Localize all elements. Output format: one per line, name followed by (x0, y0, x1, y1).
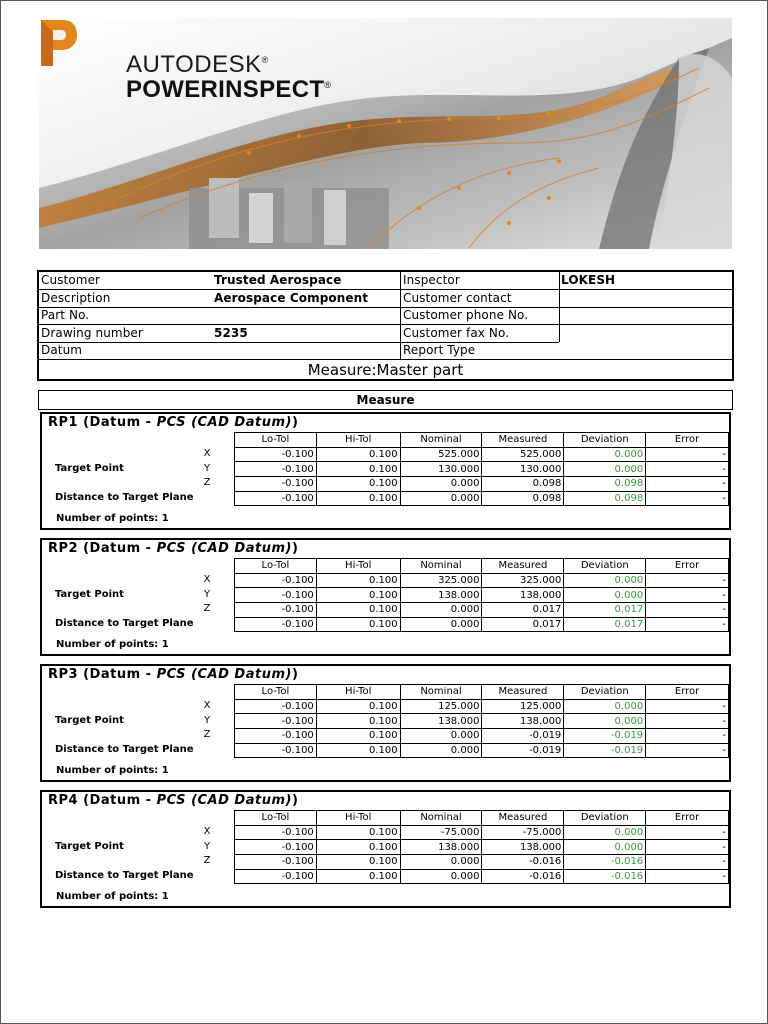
table-cell: 0.100 (316, 729, 400, 744)
table-row (235, 729, 729, 744)
target-point-label: Target Point (55, 589, 124, 600)
axis-label-x: X (203, 574, 211, 585)
report-type-label: Report Type (403, 343, 476, 357)
table-cell: -0.100 (235, 447, 317, 462)
target-point-label: Target Point (55, 715, 124, 726)
rp-datum-prefix: (Datum - (83, 415, 157, 430)
axis-label-z: Z (203, 729, 211, 740)
table-cell: -75.000 (482, 825, 564, 840)
table-cell: - (646, 603, 729, 618)
measurement-table (234, 684, 729, 758)
column-header: Measured (482, 559, 564, 574)
table-cell: -0.100 (235, 729, 317, 744)
rp-name: RP4 (48, 793, 84, 808)
column-header: Hi-Tol (316, 433, 400, 448)
distance-label: Distance to Target Plane (55, 618, 194, 629)
table-row (235, 869, 729, 884)
rp-name: RP1 (48, 415, 84, 430)
table-cell: - (646, 588, 729, 603)
column-header: Deviation (564, 685, 646, 700)
table-cell: -0.100 (235, 477, 317, 492)
table-cell: 125.000 (482, 699, 564, 714)
table-cell: 0.100 (316, 840, 400, 855)
table-cell: -0.016 (482, 869, 564, 884)
deviation-cell: 0.000 (564, 573, 646, 588)
rp-datum-suffix: ) (291, 541, 299, 556)
table-row (235, 491, 729, 506)
table-cell: -0.100 (235, 869, 317, 884)
target-point-label: Target Point (55, 841, 124, 852)
measurement-table (234, 558, 729, 632)
table-cell: 0.100 (316, 699, 400, 714)
table-cell: -0.100 (235, 699, 317, 714)
table-cell: -0.100 (235, 573, 317, 588)
rp-datum-name: PCS (CAD Datum) (156, 541, 292, 556)
table-header-row (235, 685, 729, 700)
table-cell: 138.000 (482, 840, 564, 855)
number-of-points: Number of points: 1 (56, 765, 169, 776)
rp-datum-prefix: (Datum - (83, 793, 157, 808)
distance-label: Distance to Target Plane (55, 492, 194, 503)
axis-label-x: X (203, 826, 211, 837)
table-cell: 0.100 (316, 617, 400, 632)
rp-name: RP2 (48, 541, 84, 556)
table-cell: 0.100 (316, 573, 400, 588)
table-cell: 0.100 (316, 869, 400, 884)
column-header: Lo-Tol (235, 433, 317, 448)
table-header-row (235, 433, 729, 448)
table-cell: - (646, 491, 729, 506)
customer-label: Customer (41, 273, 101, 287)
column-header: Measured (482, 811, 564, 826)
table-cell: -0.100 (235, 714, 317, 729)
deviation-cell: 0.098 (564, 477, 646, 492)
table-cell: - (646, 743, 729, 758)
column-header: Hi-Tol (316, 559, 400, 574)
rp-datum-name: PCS (CAD Datum) (156, 793, 292, 808)
deviation-cell: 0.000 (564, 699, 646, 714)
table-row (235, 477, 729, 492)
description-label: Description (41, 290, 111, 305)
rp-title (48, 793, 298, 808)
rp-title (48, 541, 298, 556)
table-cell: - (646, 869, 729, 884)
table-cell: -0.016 (482, 855, 564, 870)
deviation-cell: 0.000 (564, 714, 646, 729)
table-cell: 0.000 (400, 617, 482, 632)
table-cell: 0.100 (316, 825, 400, 840)
deviation-cell: 0.000 (564, 588, 646, 603)
table-row (235, 447, 729, 462)
customer-fax-label: Customer fax No. (403, 325, 510, 340)
axis-label-z: Z (203, 855, 211, 866)
column-header: Error (646, 685, 729, 700)
table-cell: 0.017 (482, 603, 564, 618)
column-header: Measured (482, 685, 564, 700)
table-row (235, 699, 729, 714)
table-cell: -0.019 (482, 743, 564, 758)
table-cell: 325.000 (482, 573, 564, 588)
table-cell: 125.000 (400, 699, 482, 714)
deviation-cell: 0.000 (564, 462, 646, 477)
table-cell: - (646, 447, 729, 462)
customer-phone-label: Customer phone No. (403, 308, 529, 322)
rp-datum-suffix: ) (291, 793, 299, 808)
rp-block-rp3 (40, 664, 731, 782)
table-cell: -0.100 (235, 825, 317, 840)
deviation-cell: 0.017 (564, 603, 646, 618)
column-header: Lo-Tol (235, 685, 317, 700)
table-cell: 0.000 (400, 729, 482, 744)
deviation-cell: -0.016 (564, 855, 646, 870)
table-cell: -0.100 (235, 617, 317, 632)
column-header: Deviation (564, 559, 646, 574)
rp-title (48, 667, 298, 682)
table-row (235, 617, 729, 632)
table-cell: - (646, 714, 729, 729)
table-cell: 130.000 (482, 462, 564, 477)
table-cell: -0.100 (235, 491, 317, 506)
table-cell: 525.000 (400, 447, 482, 462)
deviation-cell: 0.098 (564, 491, 646, 506)
table-cell: 0.100 (316, 588, 400, 603)
distance-label: Distance to Target Plane (55, 870, 194, 881)
table-cell: -0.019 (482, 729, 564, 744)
measurement-table (234, 432, 729, 506)
table-cell: 0.100 (316, 447, 400, 462)
column-header: Nominal (400, 811, 482, 826)
table-row (235, 573, 729, 588)
target-point-label: Target Point (55, 463, 124, 474)
table-row (235, 714, 729, 729)
rp-name: RP3 (48, 667, 84, 682)
table-cell: 325.000 (400, 573, 482, 588)
table-cell: - (646, 617, 729, 632)
inspector-value: LOKESH (561, 273, 616, 287)
axis-label-x: X (203, 700, 211, 711)
table-cell: 0.100 (316, 491, 400, 506)
column-header: Deviation (564, 811, 646, 826)
table-cell: 138.000 (482, 588, 564, 603)
table-cell: - (646, 699, 729, 714)
table-cell: 0.000 (400, 743, 482, 758)
table-cell: 0.098 (482, 477, 564, 492)
table-cell: - (646, 855, 729, 870)
table-row (235, 855, 729, 870)
table-cell: 0.000 (400, 855, 482, 870)
table-row (235, 588, 729, 603)
column-header: Deviation (564, 433, 646, 448)
rp-title (48, 415, 298, 430)
deviation-cell: -0.016 (564, 869, 646, 884)
table-cell: 0.000 (400, 491, 482, 506)
part-no-label: Part No. (41, 308, 90, 322)
axis-label-z: Z (203, 477, 211, 488)
table-cell: 0.100 (316, 743, 400, 758)
product-banner (39, 18, 732, 249)
brand-product: POWERINSPECT® (126, 76, 332, 103)
table-cell: - (646, 729, 729, 744)
datum-label: Datum (41, 343, 83, 357)
table-cell: -75.000 (400, 825, 482, 840)
table-row (235, 840, 729, 855)
axis-label-z: Z (203, 603, 211, 614)
table-cell: -0.100 (235, 603, 317, 618)
deviation-cell: 0.017 (564, 617, 646, 632)
rp-block-rp2 (40, 538, 731, 656)
measure-title: Measure:Master part (307, 361, 464, 379)
table-cell: 0.100 (316, 462, 400, 477)
part-no-value (212, 307, 214, 325)
column-header: Hi-Tol (316, 685, 400, 700)
report-info-table (37, 270, 734, 381)
distance-label: Distance to Target Plane (55, 744, 194, 755)
customer-value: Trusted Aerospace (214, 273, 342, 287)
rp-datum-prefix: (Datum - (83, 541, 157, 556)
powerinspect-logo-icon (39, 18, 79, 68)
column-header: Lo-Tol (235, 559, 317, 574)
table-cell: 0.098 (482, 491, 564, 506)
column-header: Error (646, 433, 729, 448)
rp-datum-name: PCS (CAD Datum) (156, 667, 292, 682)
axis-label-x: X (203, 448, 211, 459)
table-cell: 138.000 (400, 714, 482, 729)
table-cell: 138.000 (400, 588, 482, 603)
table-cell: 138.000 (400, 840, 482, 855)
table-cell: - (646, 462, 729, 477)
deviation-cell: 0.000 (564, 840, 646, 855)
deviation-cell: -0.019 (564, 743, 646, 758)
rp-datum-suffix: ) (291, 667, 299, 682)
table-row (235, 462, 729, 477)
table-cell: -0.100 (235, 855, 317, 870)
table-cell: 0.000 (400, 477, 482, 492)
column-header: Nominal (400, 685, 482, 700)
column-header: Error (646, 559, 729, 574)
deviation-cell: 0.000 (564, 825, 646, 840)
rp-block-rp1 (40, 412, 731, 530)
drawing-number-value: 5235 (214, 325, 248, 340)
inspector-label: Inspector (403, 273, 460, 287)
rp-datum-name: PCS (CAD Datum) (156, 415, 292, 430)
table-cell: - (646, 573, 729, 588)
datum-value (212, 342, 214, 360)
column-header: Error (646, 811, 729, 826)
column-header: Lo-Tol (235, 811, 317, 826)
table-row (235, 603, 729, 618)
column-header: Hi-Tol (316, 811, 400, 826)
customer-contact-label: Customer contact (403, 290, 512, 305)
table-cell: 138.000 (482, 714, 564, 729)
axis-label-y: Y (203, 589, 211, 600)
deviation-cell: 0.000 (564, 447, 646, 462)
axis-label-y: Y (203, 841, 211, 852)
table-cell: 0.100 (316, 477, 400, 492)
table-cell: 0.017 (482, 617, 564, 632)
table-row (235, 825, 729, 840)
rp-datum-prefix: (Datum - (83, 667, 157, 682)
column-header: Nominal (400, 559, 482, 574)
table-cell: - (646, 840, 729, 855)
table-cell: 0.000 (400, 603, 482, 618)
brand-company: AUTODESK® (126, 51, 269, 78)
description-value: Aerospace Component (214, 290, 369, 305)
table-cell: -0.100 (235, 462, 317, 477)
table-row (235, 743, 729, 758)
table-cell: 130.000 (400, 462, 482, 477)
table-cell: 525.000 (482, 447, 564, 462)
column-header: Nominal (400, 433, 482, 448)
table-cell: 0.100 (316, 603, 400, 618)
table-cell: -0.100 (235, 588, 317, 603)
table-cell: - (646, 477, 729, 492)
axis-label-y: Y (203, 715, 211, 726)
column-header: Measured (482, 433, 564, 448)
table-cell: -0.100 (235, 743, 317, 758)
rp-datum-suffix: ) (291, 415, 299, 430)
number-of-points: Number of points: 1 (56, 513, 169, 524)
measure-section-header: Measure (38, 390, 733, 410)
table-cell: 0.000 (400, 869, 482, 884)
table-header-row (235, 811, 729, 826)
number-of-points: Number of points: 1 (56, 639, 169, 650)
number-of-points: Number of points: 1 (56, 891, 169, 902)
table-cell: 0.100 (316, 855, 400, 870)
axis-label-y: Y (203, 463, 211, 474)
deviation-cell: -0.019 (564, 729, 646, 744)
drawing-number-label: Drawing number (41, 325, 143, 340)
table-cell: - (646, 825, 729, 840)
rp-block-rp4 (40, 790, 731, 908)
table-cell: -0.100 (235, 840, 317, 855)
table-header-row (235, 559, 729, 574)
table-cell: 0.100 (316, 714, 400, 729)
measurement-table (234, 810, 729, 884)
